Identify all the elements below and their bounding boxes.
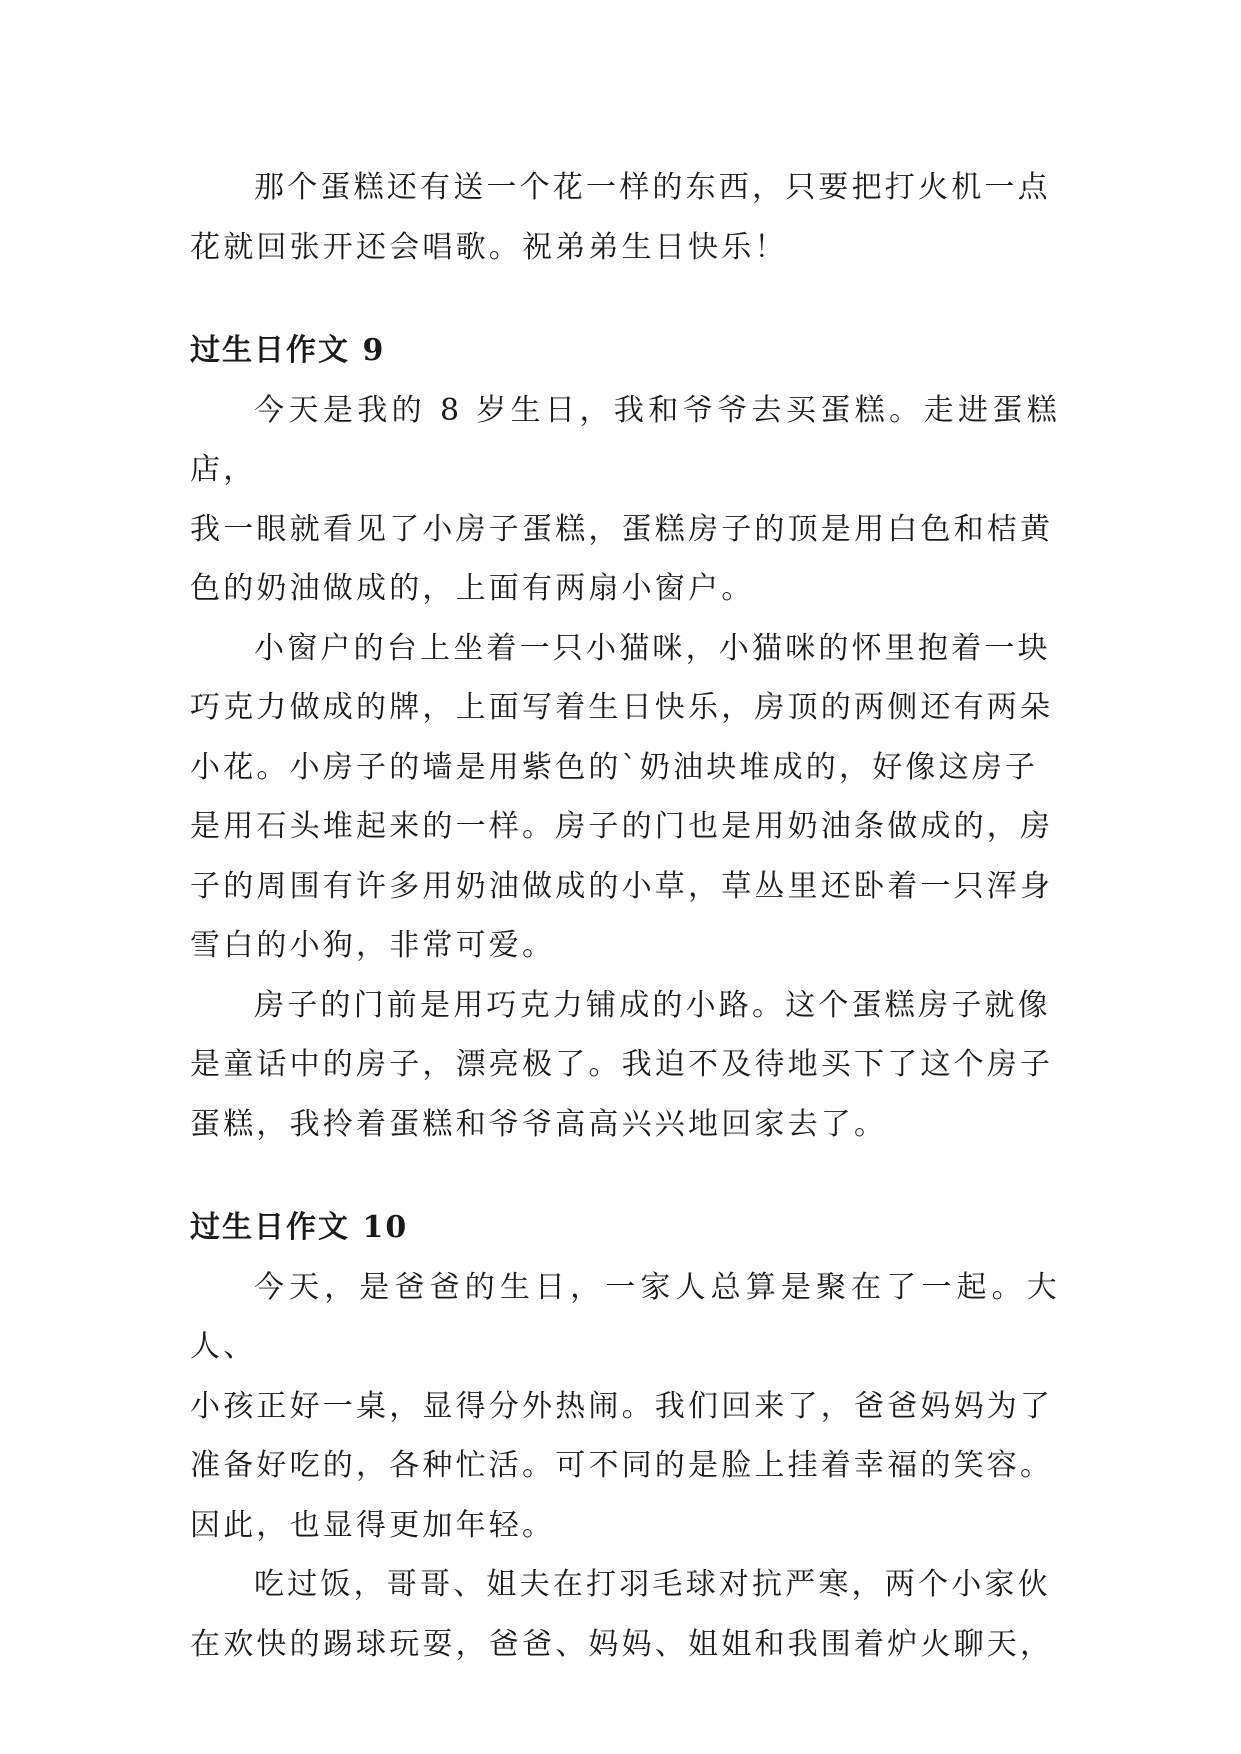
paragraph-essay-9-window: 小窗户的台上坐着一只小猫咪，小猫咪的怀里抱着一块 巧克力做成的牌，上面写着生日快乐，房顶的两侧还有两朵 小花。小房子的墙是用紫色的`奶油块堆成的，好像这房子 是用石头堆起来的一样。房子的门也是用奶油条做成的，房 子的周围有许多用奶油做成的小草，草丛里还卧着一只浑身 雪白的小狗，非常可爱。 [190,630,1054,963]
document-body [190,158,1060,1674]
paragraph-cake-flower: 那个蛋糕还有送一个花一样的东西，只要把打火机一点 花就回张开还会唱歌。祝弟弟生日快乐！ [190,170,1051,265]
paragraph-essay-10-intro: 今天，是爸爸的生日，一家人总算是聚在了一起。大人、 小孩正好一桌，显得分外热闹。我们回来了，爸爸妈妈为了 准备好吃的，各种忙活。可不同的是脸上挂着幸福的笑容。 因此，也显得更加年轻。 [190,1269,1060,1543]
paragraph-essay-9-path: 房子的门前是用巧克力铺成的小路。这个蛋糕房子就像 是童话中的房子，漂亮极了。我迫不及待地买下了这个房子 蛋糕，我拎着蛋糕和爷爷高高兴兴地回家去了。 [190,987,1054,1142]
paragraph-essay-9-intro: 今天是我的 8 岁生日，我和爷爷去买蛋糕。走进蛋糕店， 我一眼就看见了小房子蛋糕，蛋糕房子的顶是用白色和桔黄 色的奶油做成的，上面有两扇小窗户。 [190,392,1060,606]
section-heading-essay-10: 过生日作文 10 [190,1210,409,1245]
paragraph-essay-10-after-meal: 吃过饭，哥哥、姐夫在打羽毛球对抗严寒，两个小家伙 在欢快的踢球玩耍，爸爸、妈妈、姐姐和我围着炉火聊天， [190,1567,1054,1662]
section-heading-essay-9: 过生日作文 9 [190,333,386,368]
